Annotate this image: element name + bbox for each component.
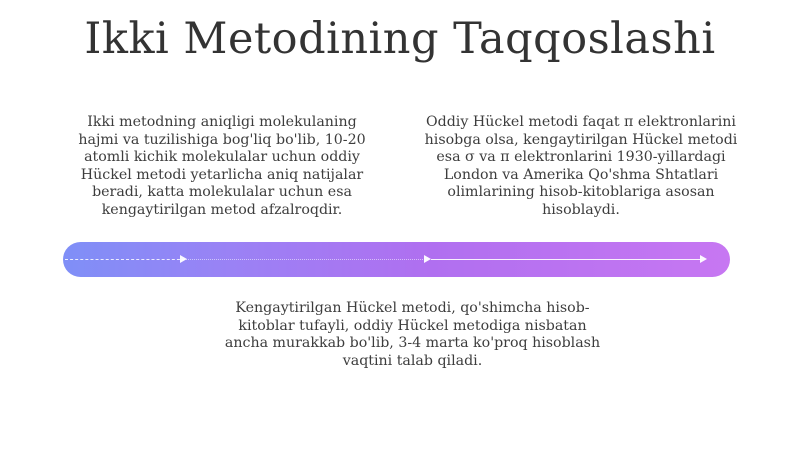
- slide-title: Ikki Metodining Taqqoslashi: [84, 14, 716, 64]
- arrow-head-icon: [700, 255, 707, 263]
- timeline-arrow-line: [65, 259, 185, 260]
- timeline-arrow-line: [431, 259, 701, 260]
- timeline-arrow-line: [183, 259, 423, 260]
- text-block-accuracy: Ikki metodning aniqligi molekulaning hajmi va tuzilishiga bog'liq bo'lib, 10-20 atomli kichik molekulalar uchun oddiy Hückel metodi yetarlicha aniq natijalar beradi, katta molekulalar uchun esa kengaytirilgan metod afzalroqdir.: [78, 114, 366, 218]
- timeline-bar: [63, 242, 730, 277]
- text-block-electrons: Oddiy Hückel metodi faqat π elektronlarini hisobga olsa, kengaytirilgan Hückel metodi esa σ va π elektronlarini 1930-yillardagi London va Amerika Qo'shma Shtatlari olimlarining hisob-kitoblariga asosan hisoblaydi.: [424, 114, 738, 218]
- arrow-head-icon: [424, 255, 431, 263]
- text-block-complexity: Kengaytirilgan Hückel metodi, qo'shimcha hisob-kitoblar tufayli, oddiy Hückel metodiga nisbatan ancha murakkab bo'lib, 3-4 marta ko'proq hisoblash vaqtini talab qiladi.: [224, 300, 601, 369]
